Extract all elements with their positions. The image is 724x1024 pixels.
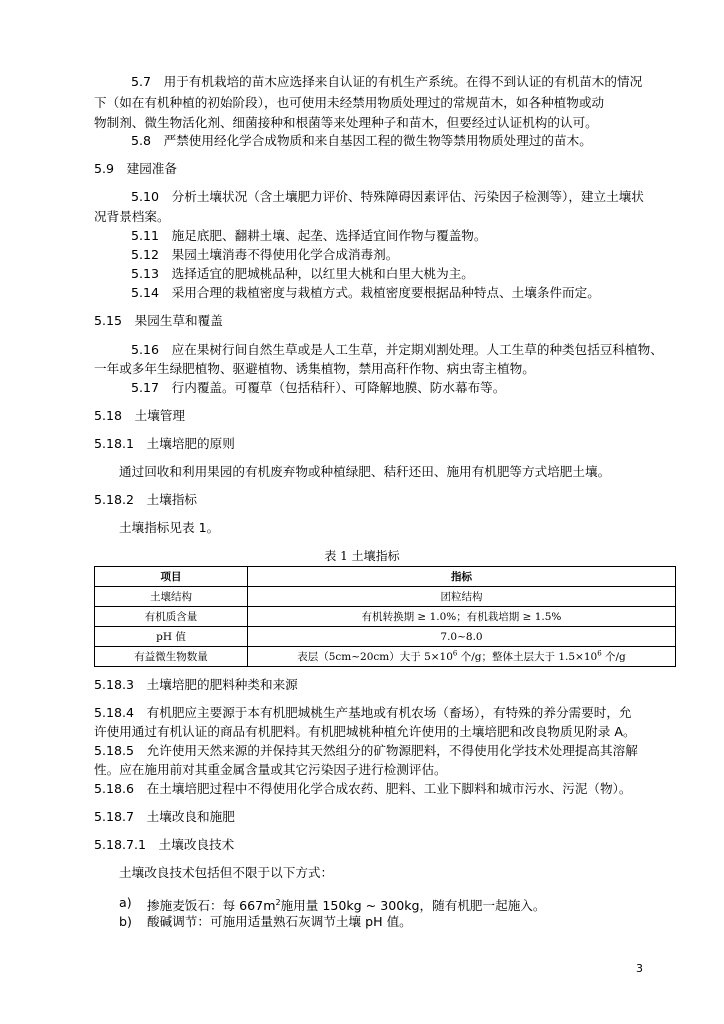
table-row <box>95 627 676 647</box>
table-row <box>95 587 676 607</box>
table-cell-part: 个/g <box>601 651 626 663</box>
para-5-18-5-line1: 5.18.5 允许使用天然来源的并保持其天然组分的矿物源肥料，不得使用化学技术处理提高其溶解 <box>94 743 638 758</box>
para-5-18-7-1: 土壤改良技术包括但不限于以下方式： <box>119 865 334 880</box>
para-5-7-line3: 物制剂、微生物活化剂、细菌接种和根菌等来处理种子和苗木，但要经过认证机构的认可。 <box>94 115 598 130</box>
heading-5-18-7: 5.18.7 土壤改良和施肥 <box>94 809 235 824</box>
table-header-index: 指标 <box>248 567 676 587</box>
para-5-8: 5.8 严禁使用经化学合成物质和来自基因工程的微生物等禁用物质处理过的苗木。 <box>131 133 592 148</box>
para-5-18-5-line2: 性。应在施用前对其重金属含量或其它污染因子进行检测评估。 <box>94 762 447 777</box>
para-5-10-line2: 况背景档案。 <box>94 209 170 224</box>
table-cell: 7.0~8.0 <box>248 627 676 647</box>
heading-5-18-3: 5.18.3 土壤培肥的肥料种类和来源 <box>94 677 298 692</box>
table-cell-microbe <box>248 647 676 667</box>
heading-5-18-1: 5.18.1 土壤培肥的原则 <box>94 436 235 451</box>
table-caption: 表 1 土壤指标 <box>324 549 400 563</box>
list-item-a-superscript: 2 <box>275 898 281 907</box>
list-item-b: 酸碱调节：可施用适量熟石灰调节土壤 pH 值。 <box>147 914 412 929</box>
page-number: 3 <box>636 962 643 975</box>
para-5-18-1: 通过回收和利用果园的有机废弃物或种植绿肥、秸秆还田、施用有机肥等方式培肥土壤。 <box>119 464 611 479</box>
soil-index-table <box>94 566 676 667</box>
para-5-10-line1: 5.10 分析土壤状况（含土壤肥力评价、特殊障碍因素评估、污染因子检测等），建立土壤状 <box>131 189 644 204</box>
table-cell-superscript: 6 <box>452 649 458 658</box>
list-item-a-marker: a) <box>119 895 132 910</box>
table-cell: 有益微生物数量 <box>95 647 248 667</box>
para-5-14: 5.14 采用合理的栽植密度与栽植方式。栽植密度要根据品种特点、土壤条件而定。 <box>131 285 600 300</box>
table-row <box>95 607 676 627</box>
para-5-18-4-line2: 许使用通过有机认证的商品有机肥料。有机肥城桃种植允许使用的土壤培肥和改良物质见附录 A。 <box>94 724 636 739</box>
para-5-18-2: 土壤指标见表 1。 <box>119 520 220 535</box>
heading-5-15: 5.15 果园生草和覆盖 <box>94 313 223 328</box>
para-5-13: 5.13 选择适宜的肥城桃品种，以红里大桃和白里大桃为主。 <box>131 266 474 281</box>
para-5-12: 5.12 果园土壤消毒不得使用化学合成消毒剂。 <box>131 247 399 262</box>
table-cell: 团粒结构 <box>248 587 676 607</box>
table-header-item: 项目 <box>95 567 248 587</box>
list-item-a-text: 掺施麦饭石：每 667m <box>147 898 276 914</box>
heading-5-18-7-1: 5.18.7.1 土壤改良技术 <box>94 837 235 852</box>
para-5-7-line2: 下（如在有机种植的初始阶段），也可使用未经禁用物质处理过的常规苗木，如各种植物或动 <box>94 95 605 110</box>
list-item-a-text-rest: 施用量 150kg ~ 300kg，随有机肥一起施入。 <box>280 898 546 914</box>
para-5-18-6: 5.18.6 在土壤培肥过程中不得使用化学合成农药、肥料、工业下脚料和城市污水、污泥（物）。 <box>94 781 632 796</box>
heading-5-18: 5.18 土壤管理 <box>94 408 186 423</box>
list-item-b-marker: b) <box>119 914 132 929</box>
heading-5-18-2: 5.18.2 土壤指标 <box>94 492 198 507</box>
table-cell: 有机质含量 <box>95 607 248 627</box>
para-5-7-line1: 5.7 用于有机栽培的苗木应选择来自认证的有机生产系统。在得不到认证的有机苗木的情况 <box>131 74 643 89</box>
para-5-16-line1: 5.16 应在果树行间自然生草或是人工生草，并定期刈割处理。人工生草的种类包括豆科植物、 <box>131 342 663 357</box>
table-cell-part: 个/g；整体土层大于 1.5×10 <box>457 651 598 663</box>
para-5-17: 5.17 行内覆盖。可覆草（包括秸秆）、可降解地膜、防水幕布等。 <box>131 380 506 395</box>
list-item-a <box>147 895 546 914</box>
table-cell: 土壤结构 <box>95 587 248 607</box>
para-5-18-4-line1: 5.18.4 有机肥应主要源于本有机肥城桃生产基地或有机农场（畜场），有特殊的养分需要时，允 <box>94 705 632 720</box>
para-5-16-line2: 一年或多年生绿肥植物、驱避植物、诱集植物，禁用高秆作物、病虫寄主植物。 <box>94 361 535 376</box>
table-row <box>95 647 676 667</box>
heading-5-9: 5.9 建园准备 <box>94 161 177 176</box>
table-cell-superscript: 6 <box>597 649 602 658</box>
table-cell: 有机转换期 ≥ 1.0%；有机栽培期 ≥ 1.5% <box>248 607 676 627</box>
table-cell: pH 值 <box>95 627 248 647</box>
para-5-11: 5.11 施足底肥、翻耕土壤、起垄、选择适宜间作物与覆盖物。 <box>131 228 487 243</box>
table-cell-part: 表层（5cm~20cm）大于 5×10 <box>297 651 453 663</box>
table-header-row <box>95 567 676 587</box>
